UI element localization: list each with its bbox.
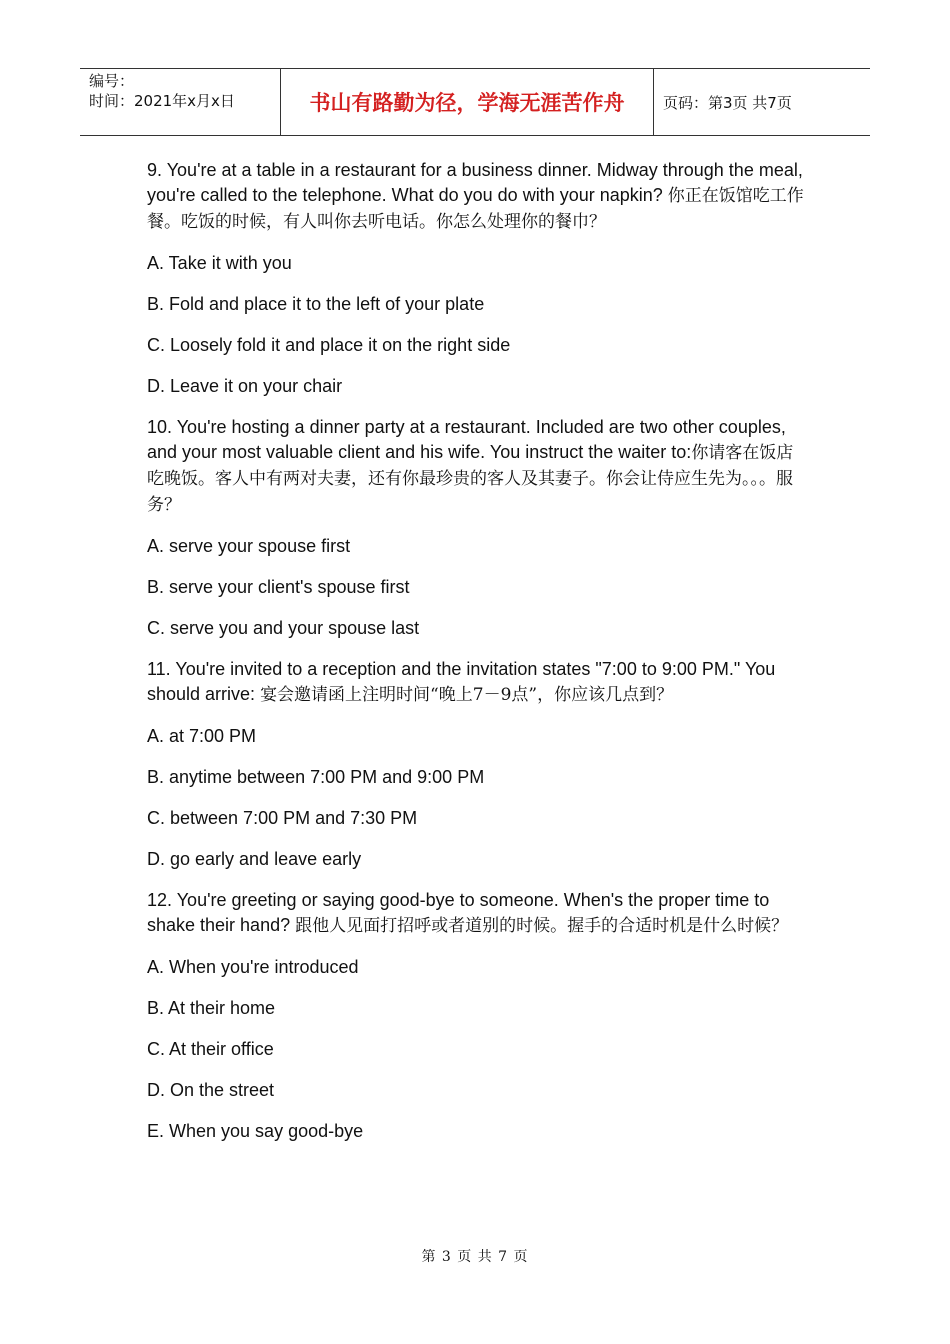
answer-option: C. Loosely fold it and place it on the right side bbox=[147, 335, 511, 355]
question-prompt-en: 12. You're greeting or saying good-bye to someone. When's the proper time to shake their hand? bbox=[147, 890, 770, 935]
question-prompt-cn: 跟他人见面打招呼或者道别的时候。握手的合适时机是什么时候？ bbox=[295, 916, 789, 936]
answer-option: B. Fold and place it to the left of your plate bbox=[147, 294, 485, 314]
answer-option: A. Take it with you bbox=[147, 253, 292, 273]
question-prompt-en: 10. You're hosting a dinner party at a restaurant. Included are two other couples, and your most valuable client and his wife. You instruct the waiter to: bbox=[147, 417, 786, 462]
answer-option: D. go early and leave early bbox=[147, 849, 362, 869]
answer-option: C. At their office bbox=[147, 1039, 274, 1059]
question-prompt bbox=[147, 158, 807, 235]
question-prompt bbox=[147, 657, 807, 708]
answer-option: E. When you say good-bye bbox=[147, 1121, 364, 1141]
question-prompt-en: 11. You're invited to a reception and the invitation states "7:00 to 9:00 PM." You should arrive: bbox=[147, 659, 776, 704]
time-label: 时间：2021年x月x日 bbox=[89, 92, 235, 110]
answer-option: A. at 7:00 PM bbox=[147, 726, 257, 746]
question-prompt-en: 9. You're at a table in a restaurant for a business dinner. Midway through the meal, you're called to the telephone. What do you do with your napkin? bbox=[147, 160, 803, 205]
number-label: 编号： bbox=[89, 72, 135, 90]
question-prompt-cn: 你正在饭馆吃工作餐。吃饭的时候，有人叫你去听电话。你怎么处理你的餐巾？ bbox=[147, 186, 804, 232]
answer-option: B. At their home bbox=[147, 998, 276, 1018]
header-meta bbox=[80, 69, 281, 135]
question-prompt bbox=[147, 888, 807, 939]
answer-option: C. serve you and your spouse last bbox=[147, 618, 420, 638]
answer-option: D. On the street bbox=[147, 1080, 275, 1100]
header-page-info: 页码：第3页 共7页 bbox=[663, 93, 792, 112]
page-header bbox=[80, 68, 870, 136]
question-prompt bbox=[147, 415, 807, 518]
answer-option: A. When you're introduced bbox=[147, 957, 359, 977]
answer-option: A. serve your spouse first bbox=[147, 536, 351, 556]
answer-option: B. serve your client's spouse first bbox=[147, 577, 410, 597]
answer-option: B. anytime between 7:00 PM and 9:00 PM bbox=[147, 767, 485, 787]
answer-option: D. Leave it on your chair bbox=[147, 376, 343, 396]
question-prompt-cn: 宴会邀请函上注明时间“晚上7－9点”，你应该几点到？ bbox=[260, 685, 674, 705]
header-motto: 书山有路勤为径，学海无涯苦作舟 bbox=[281, 69, 654, 135]
question-prompt-cn: 你请客在饭店吃晚饭。客人中有两对夫妻，还有你最珍贵的客人及其妻子。你会让侍应生先为。。。服务？ bbox=[147, 443, 794, 515]
answer-option: C. between 7:00 PM and 7:30 PM bbox=[147, 808, 418, 828]
document-body bbox=[147, 158, 807, 1160]
page-footer: 第 3 页 共 7 页 bbox=[421, 1249, 529, 1265]
